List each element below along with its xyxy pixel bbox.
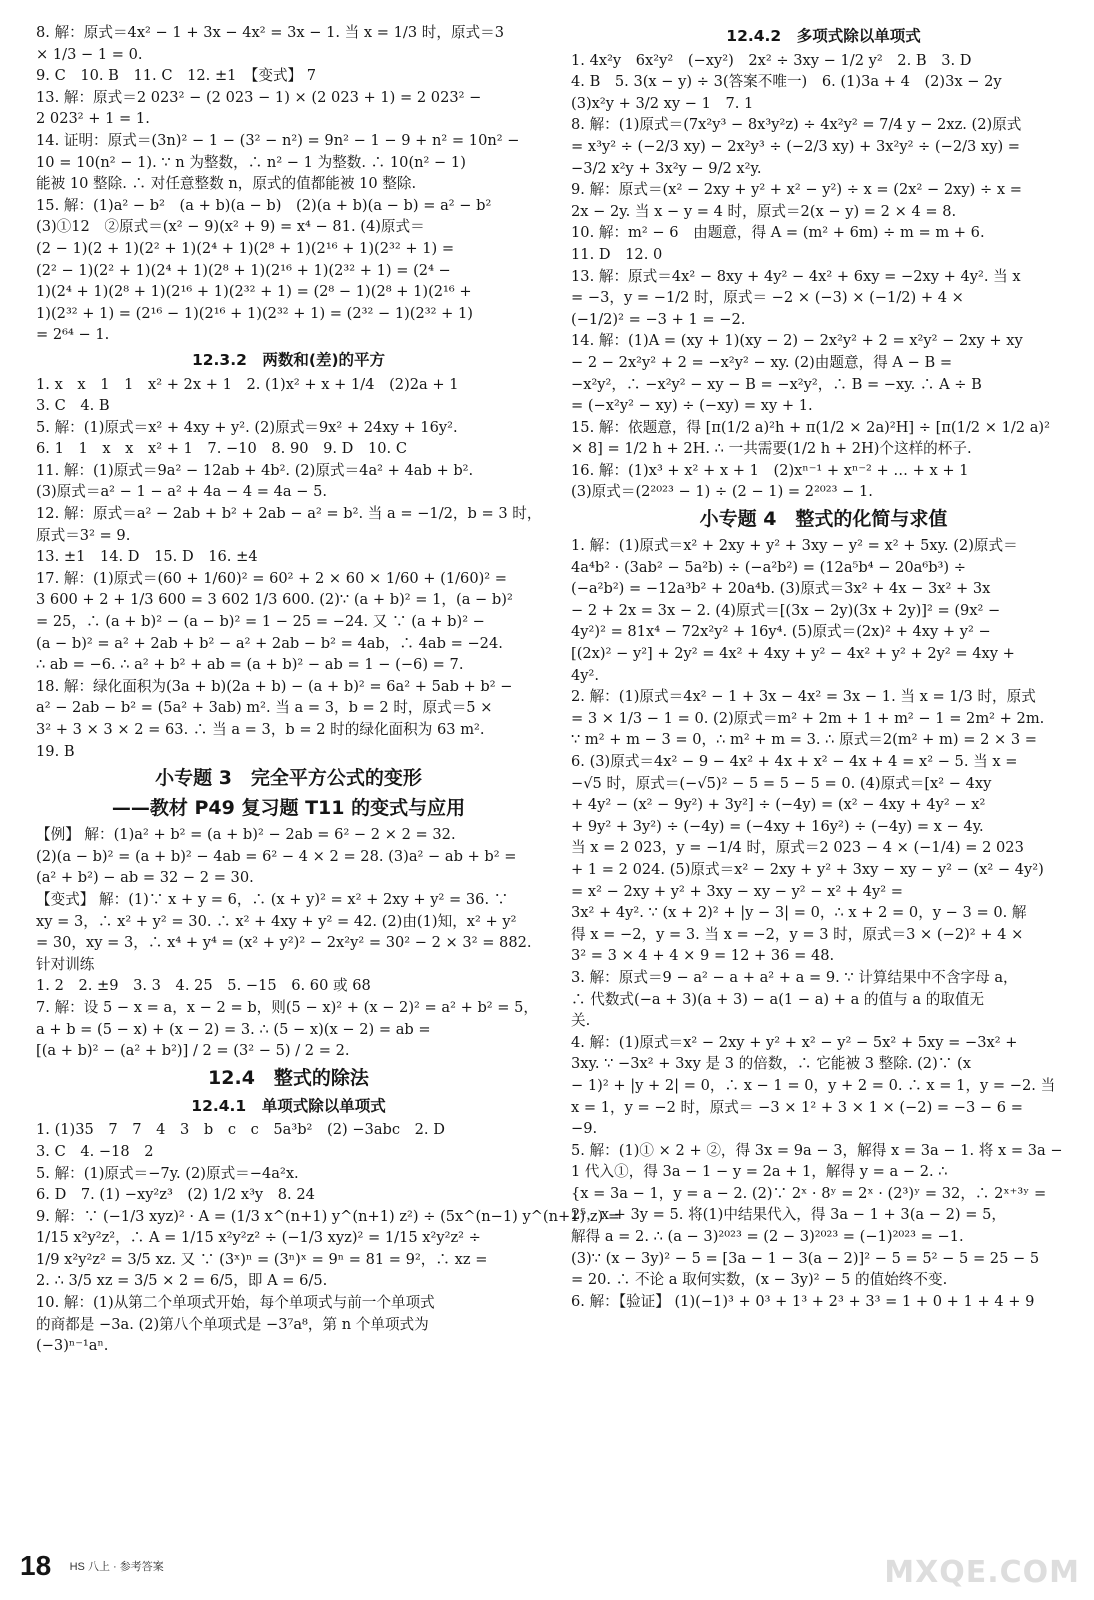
answer-line: 2. ∴ 3/5 xz = 3/5 × 2 = 6/5，即 A = 6/5. — [36, 1272, 328, 1290]
answer-line: −3/2 x²y + 3x²y − 9/2 x²y. — [571, 159, 762, 177]
answer-line: (3)x²y + 3/2 xy − 1 7. 1 — [571, 94, 754, 112]
answer-line: 4. B 5. 3(x − y) ÷ 3(答案不唯一) 6. (1)3a + 4 (2)3x − 2y — [571, 73, 1002, 91]
answer-line: (2 − 1)(2 + 1)(2² + 1)(2⁴ + 1)(2⁸ + 1)(2¹⁶ + 1)(2³² + 1) = — [36, 239, 455, 257]
answer-line: (a² + b²) − ab = 32 − 2 = 30. — [36, 869, 254, 887]
answer-line: xy = 3，∴ x² + y² = 30. ∴ x² + 4xy + y² = 42. (2)由(1)知，x² + y² — [36, 912, 517, 930]
answer-line: 5. 解：(1)原式＝−7y. (2)原式＝−4a²x. — [36, 1164, 299, 1182]
answer-line: = (−x²y² − xy) ÷ (−xy) = xy + 1. — [571, 397, 813, 415]
answer-line: 1. 解：(1)原式＝x² + 2xy + y² + 3xy − y² = x² + 5xy. (2)原式＝ — [571, 537, 1018, 555]
answer-line: 3. C 4. −18 2 — [36, 1142, 154, 1160]
answer-line: (3)①12 ②原式＝(x² − 9)(x² + 9) = x⁴ − 81. (4)原式＝ — [36, 218, 425, 236]
watermark-logo: MXQE.COM — [884, 1555, 1080, 1590]
section-heading: 12.4.1 单项式除以单项式 — [191, 1096, 386, 1115]
answer-line: 3² = 3 × 4 + 4 × 9 = 12 + 36 = 48. — [571, 947, 835, 965]
answer-line: 的商都是 −3a. (2)第八个单项式是 −3⁷a⁸，第 n 个单项式为 — [36, 1315, 429, 1333]
answer-line: 3x² + 4y². ∵ (x + 2)² + |y − 3| = 0，∴ x + 2 = 0，y − 3 = 0. 解 — [571, 904, 1027, 922]
answer-line: − 2 − 2x²y² + 2 = −x²y² − xy. (2)由题意，得 A − B = — [571, 353, 953, 371]
answer-line: 能被 10 整除. ∴ 对任意整数 n，原式的值都能被 10 整除. — [36, 175, 417, 193]
answer-line: (3)原式＝a² − 1 − a² + 4a − 4 = 4a − 5. — [36, 483, 328, 501]
answer-line: 10 = 10(n² − 1). ∵ n 为整数，∴ n² − 1 为整数. ∴ 10(n² − 1) — [36, 153, 466, 171]
answer-line: 得 x = −2，y = 3. 当 x = −2，y = 3 时，原式＝3 × (−2)² + 4 × — [571, 925, 1024, 943]
answer-line: (−a²b²) = −12a³b² + 20a⁴b. (3)原式＝3x² + 4x − 3x² + 3x — [571, 580, 991, 598]
answer-line: × 1/3 − 1 = 0. — [36, 45, 143, 63]
answer-line: = 25，∴ (a + b)² − (a − b)² = 1 − 25 = −24. 又 ∵ (a + b)² − — [36, 613, 485, 631]
answer-line: 10. 解：m² − 6 由题意，得 A = (m² + 6m) ÷ m = m + 6. — [571, 224, 985, 242]
answer-line: 10. 解：(1)从第二个单项式开始，每个单项式与前一个单项式 — [36, 1294, 435, 1312]
footer-tag: HS 八上 · 参考答案 — [69, 1561, 164, 1573]
answer-line: 2⁵，x + 3y = 5. 将(1)中结果代入，得 3a − 1 + 3(a − 2) = 5， — [571, 1206, 1006, 1224]
answer-line: 18. 解：绿化面积为(3a + b)(2a + b) − (a + b)² = 6a² + 5ab + b² − — [36, 677, 513, 695]
answer-line: 4. 解：(1)原式＝x² − 2xy + y² + x² − y² − 5x² + 5xy = −3x² + — [571, 1033, 1018, 1051]
answer-line: 13. ±1 14. D 15. D 16. ±4 — [36, 548, 258, 566]
answer-line: = 3 × 1/3 − 1 = 0. (2)原式＝m² + 2m + 1 + m² − 1 = 2m² + 2m. — [571, 709, 1045, 727]
answer-line: 关. — [571, 1012, 591, 1030]
answer-line: 9. 解：原式＝(x² − 2xy + y² + x² − y²) ÷ x = (2x² − 2xy) ÷ x = — [571, 181, 1022, 199]
answer-line: 1. 4x²y 6x²y² (−xy²) 2x² ÷ 3xy − 1/2 y² 2. B 3. D — [571, 51, 972, 69]
answer-line: 14. 解：(1)A = (xy + 1)(xy − 2) − 2x²y² + 2 = x²y² − 2xy + xy — [571, 332, 1023, 350]
answer-line: 6. D 7. (1) −xy²z³ (2) 1/2 x³y 8. 24 — [36, 1186, 315, 1204]
answer-line: 8. 解：(1)原式＝(7x²y³ − 8x³y²z) ÷ 4x²y² = 7/4 y − 2xz. (2)原式 — [571, 116, 1022, 134]
answer-line: 5. 解：(1)① × 2 + ②，得 3x = 9a − 3，解得 x = 3a − 1. 将 x = 3a − — [571, 1141, 1063, 1159]
answer-line: 4y²)² = 81x⁴ − 72x²y² + 16y⁴. (5)原式＝(2x)² + 4xy + y² − — [571, 623, 991, 641]
answer-line: = −3，y = −1/2 时，原式＝ −2 × (−3) × (−1/2) + 4 × — [571, 289, 964, 307]
answer-line: a + b = (5 − x) + (x − 2) = 3. ∴ (5 − x)(x − 2) = ab = — [36, 1020, 431, 1038]
answer-line: 1 代入①，得 3a − 1 − y = 2a + 1，解得 y = a − 2. ∴ — [571, 1163, 948, 1181]
answer-line: a² − 2ab − b² = (5a² + 3ab) m². 当 a = 3，b = 2 时，原式＝5 × — [36, 699, 493, 717]
answer-line: 3. C 4. B — [36, 397, 110, 415]
answer-line: − 2 + 2x = 3x − 2. (4)原式＝[(3x − 2y)(3x + 2y)]² = (9x² − — [571, 601, 1001, 619]
answer-line: × 8] = 1/2 h + 2H. ∴ 一共需要(1/2 h + 2H)个这样的杯子. — [571, 440, 972, 458]
answer-line: 11. D 12. 0 — [571, 245, 663, 263]
answer-line: 2x − 2y. 当 x − y = 4 时，原式＝2(x − y) = 2 × 4 = 8. — [571, 202, 957, 220]
answer-line: ∵ m² + m − 3 = 0，∴ m² + m = 3. ∴ 原式＝2(m² + m) = 2 × 3 = — [571, 731, 1038, 749]
section-heading: 12.4.2 多项式除以单项式 — [726, 27, 921, 45]
answer-line: (−1/2)² = −3 + 1 = −2. — [571, 310, 746, 328]
answer-line: [(a + b)² − (a² + b²)] / 2 = (3² − 5) / 2 = 2. — [36, 1042, 350, 1060]
answer-line: (2² − 1)(2² + 1)(2⁴ + 1)(2⁸ + 1)(2¹⁶ + 1)(2³² + 1) = (2⁴ − — [36, 261, 451, 279]
answer-line: 3. 解：原式＝9 − a² − a + a² + a = 9. ∵ 计算结果中不含字母 a， — [571, 968, 1018, 986]
answer-line: 当 x = 2 023，y = −1/4 时，原式＝2 023 − 4 × (−1/4) = 2 023 — [571, 839, 1024, 857]
answer-line: −x²y²，∴ −x²y² − xy − B = −x²y²，∴ B = −xy. ∴ A ÷ B — [571, 375, 982, 393]
section-heading: 12.3.2 两数和(差)的平方 — [191, 350, 386, 369]
answer-line: 12. 解：原式＝a² − 2ab + b² + 2ab − a² = b². 当 a = −1/2，b = 3 时， — [36, 505, 542, 523]
answer-line: 1)(2³² + 1) = (2¹⁶ − 1)(2¹⁶ + 1)(2³² + 1) = (2³² − 1)(2³² + 1) — [36, 304, 473, 322]
answer-line: [(2x)² − y²] + 2y² = 4x² + 4xy + y² − 4x² + y² + 2y² = 4xy + — [571, 645, 1015, 663]
answer-line: 6. (3)原式＝4x² − 9 − 4x² + 4x + x² − 4x + 4 = x² − 5. 当 x = — [571, 753, 1018, 770]
answer-line: 15. 解：依题意，得 [π(1/2 a)²h + π(1/2 × 2a)²H] ÷ [π(1/2 × 1/2 a)² — [571, 418, 1050, 436]
answer-line: 【例】 解：(1)a² + b² = (a + b)² − 2ab = 6² − 2 × 2 = 32. — [36, 826, 456, 844]
answer-line: 9. C 10. B 11. C 12. ±1 【变式】 7 — [36, 67, 317, 85]
answer-line: 4y². — [571, 666, 600, 684]
answer-line: ∴ 代数式(−a + 3)(a + 3) − a(1 − a) + a 的值与 a 的取值无 — [571, 990, 985, 1008]
answer-line: 1/9 x²y²z² = 3/5 xz. 又 ∵ (3ˣ)ⁿ = (3ⁿ)ˣ = 9ⁿ = 81 = 9²，∴ xz = — [36, 1250, 488, 1268]
answer-line: 4a⁴b² · (3ab² − 5a²b) ÷ (−a²b²) = (12a⁵b⁴ − 20a⁶b³) ÷ — [571, 558, 966, 576]
answer-line: {x = 3a − 1，y = a − 2. (2)∵ 2ˣ · 8ʸ = 2ˣ · (2³)ʸ = 32，∴ 2ˣ⁺³ʸ = — [571, 1184, 1047, 1202]
answer-line: 1/15 x²y²z²，∴ A = 1/15 x²y²z² ÷ (−1/3 xyz)² = 1/15 x²y²z² ÷ — [36, 1229, 481, 1247]
answer-line: 16. 解：(1)x³ + x² + x + 1 (2)xⁿ⁻¹ + xⁿ⁻² + … + x + 1 — [571, 461, 969, 479]
answer-line: x = 1，y = −2 时，原式＝ −3 × 1² + 3 × 1 × (−2) = −3 − 6 = — [571, 1098, 1023, 1116]
answer-line: 1)(2⁴ + 1)(2⁸ + 1)(2¹⁶ + 1)(2³² + 1) = (2⁸ − 1)(2⁸ + 1)(2¹⁶ + — [36, 283, 472, 301]
section-heading: 小专题 3 完全平方公式的变形 — [155, 767, 422, 790]
answer-line: 原式＝3² = 9. — [36, 526, 131, 544]
answer-line: = 2⁶⁴ − 1. — [36, 326, 110, 344]
answer-line: 15. 解：(1)a² − b² (a + b)(a − b) (2)(a + b)(a − b) = a² − b² — [36, 196, 492, 214]
answer-line: 3xy. ∵ −3x² + 3xy 是 3 的倍数，∴ 它能被 3 整除. (2)∵ (x — [571, 1055, 971, 1073]
answer-line: − 1)² + |y + 2| = 0，∴ x − 1 = 0，y + 2 = 0. ∴ x = 1，y = −2. 当 — [571, 1076, 1056, 1094]
answer-line: 7. 解：设 5 − x = a，x − 2 = b，则(5 − x)² + (x − 2)² = a² + b² = 5， — [36, 998, 539, 1016]
answer-line: = x² − 2xy + y² + 3xy − xy − y² − x² + 4y² = — [571, 882, 904, 900]
answer-line: (3)∵ (x − 3y)² − 5 = [3a − 1 − 3(a − 2)]² − 5 = 5² − 5 = 25 − 5 — [571, 1249, 1040, 1267]
page-number: 18 — [20, 1550, 52, 1581]
answer-line: 3 600 + 2 + 1/3 600 = 3 602 1/3 600. (2)∵ (a + b)² = 1，(a − b)² — [36, 591, 513, 609]
answer-line: 3² + 3 × 3 × 2 = 63. ∴ 当 a = 3，b = 2 时的绿化面积为 63 m². — [36, 721, 485, 738]
answer-line: (−3)ⁿ⁻¹aⁿ. — [36, 1337, 109, 1355]
answer-line: 2 023² + 1 = 1. — [36, 110, 150, 128]
answer-line: (3)原式＝(2²⁰²³ − 1) ÷ (2 − 1) = 2²⁰²³ − 1. — [571, 483, 873, 501]
answer-line: (2)(a − b)² = (a + b)² − 4ab = 6² − 4 × 2 = 28. (3)a² − ab + b² = — [36, 847, 517, 865]
page-footer — [20, 1550, 164, 1582]
answer-line: 1. (1)35 7 7 4 3 b c c 5a³b² (2) −3abc 2. D — [36, 1121, 445, 1139]
answer-line: 2. 解：(1)原式＝4x² − 1 + 3x − 4x² = 3x − 1. 当 x = 1/3 时，原式 — [571, 688, 1036, 706]
answer-line: 针对训练 — [36, 955, 95, 973]
answer-line: + 4y² − (x² − 9y²) + 3y²] ÷ (−4y) = (x² − 4xy + 4y² − x² — [571, 796, 986, 814]
answer-line: 13. 解：原式＝2 023² − (2 023 − 1) × (2 023 + 1) = 2 023² − — [36, 88, 482, 106]
answer-line: 17. 解：(1)原式＝(60 + 1/60)² = 60² + 2 × 60 × 1/60 + (1/60)² = — [36, 569, 508, 587]
answer-line: −√5 时，原式＝(−√5)² − 5 = 5 − 5 = 0. (4)原式＝[x² − 4xy — [571, 774, 992, 792]
answer-line: 8. 解：原式＝4x² − 1 + 3x − 4x² = 3x − 1. 当 x = 1/3 时，原式＝3 — [36, 24, 505, 41]
answer-line: = x³y² ÷ (−2/3 xy) − 2x²y³ ÷ (−2/3 xy) + 3x²y² ÷ (−2/3 xy) = — [571, 137, 1021, 155]
answer-line: 6. 1 1 x x x² + 1 7. −10 8. 90 9. D 10. C — [36, 440, 407, 458]
answer-line: + 1 = 2 024. (5)原式＝x² − 2xy + y² + 3xy − xy − y² − (x² − 4y²) — [571, 860, 1044, 878]
section-heading: 小专题 4 整式的化简与求值 — [699, 508, 948, 531]
answer-line: = 30，xy = 3，∴ x⁴ + y⁴ = (x² + y²)² − 2x²y² = 30² − 2 × 3² = 882. — [36, 934, 532, 952]
answer-line: 13. 解：原式＝4x² − 8xy + 4y² − 4x² + 6xy = −2xy + 4y². 当 x — [571, 267, 1021, 285]
right-column — [571, 22, 1076, 1312]
answer-line: 9. 解：∵ (−1/3 xyz)² · A = (1/3 x^(n+1) y^(n+1) z²) ÷ (5x^(n−1) y^(n+1) z) = — [36, 1207, 621, 1225]
section-heading: 12.4 整式的除法 — [208, 1066, 369, 1089]
section-heading: ——教材 P49 复习题 T11 的变式与应用 — [111, 797, 466, 820]
answer-line: 11. 解：(1)原式＝9a² − 12ab + 4b². (2)原式＝4a² + 4ab + b². — [36, 461, 474, 479]
answer-line: 5. 解：(1)原式＝x² + 4xy + y². (2)原式＝9x² + 24xy + 16y². — [36, 418, 458, 436]
answer-line: ∴ ab = −6. ∴ a² + b² + ab = (a + b)² − ab = 1 − (−6) = 7. — [36, 656, 464, 674]
answer-line: 解得 a = 2. ∴ (a − 3)²⁰²³ = (2 − 3)²⁰²³ = (−1)²⁰²³ = −1. — [571, 1228, 964, 1246]
answer-line: −9. — [571, 1120, 598, 1138]
answer-line: + 9y² + 3y²) ÷ (−4y) = (−4xy + 16y²) ÷ (−4y) = x − 4y. — [571, 817, 984, 835]
answer-line: 1. x x 1 1 x² + 2x + 1 2. (1)x² + x + 1/4 (2)2a + 1 — [36, 375, 459, 393]
answer-line: = 20. ∴ 不论 a 取何实数，(x − 3y)² − 5 的值始终不变. — [571, 1271, 948, 1289]
answer-line: 19. B — [36, 742, 75, 760]
answer-line: 【变式】 解：(1)∵ x + y = 6，∴ (x + y)² = x² + 2xy + y² = 36. ∵ — [36, 890, 509, 908]
answer-line: 1. 2 2. ±9 3. 3 4. 25 5. −15 6. 60 或 68 — [36, 977, 371, 995]
answer-line: (a − b)² = a² + 2ab + b² − a² + 2ab − b² = 4ab，∴ 4ab = −24. — [36, 634, 503, 652]
answer-line: 6. 解：【验证】 (1)(−1)³ + 0³ + 1³ + 2³ + 3³ = 1 + 0 + 1 + 4 + 9 — [571, 1292, 1035, 1310]
answer-line: 14. 证明：原式＝(3n)² − 1 − (3² − n²) = 9n² − 1 − 9 + n² = 10n² − — [36, 131, 520, 149]
